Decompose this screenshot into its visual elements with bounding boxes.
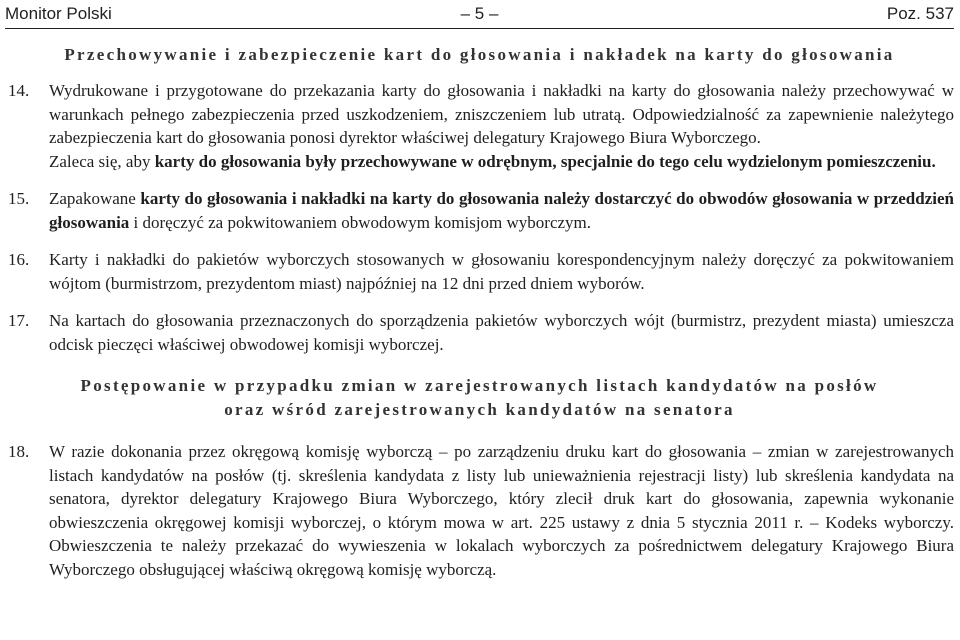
paragraph-text-block <box>49 248 954 295</box>
paragraph-16 <box>5 248 954 295</box>
section-heading-line-1: Postępowanie w przypadku zmian w zarejestrowanych listach kandydatów na posłów <box>80 376 879 395</box>
text-run: W razie dokonania przez okręgową komisję wyborczą – po zarządzeniu druku kart do głosowania – zmian w zarejestrowanych listach kandydatów na posłów (tj. skreślenia kandydata z listy lub unieważnienia rejestracji listy) lub skreślenia kandydata na senatora, dyrektor delegatury Krajowego Biura Wyborczego, który zlecił druk kart do głosowania, zapewnia wykonanie obwieszczenia okręgowej komisji wyborczej, o którym mowa w art. 225 ustawy z dnia 5 stycznia 2011 r. – Kodeks wyborczy. Obwieszczenia te należy przekazać do wywieszenia w lokalach wyborczych za pośrednictwem delegatury Krajowego Biura Wyborczego obsługującej właściwą okręgową komisję wyborczą. <box>49 442 954 579</box>
page-number: – 5 – <box>460 4 499 23</box>
paragraph-text-block <box>49 440 954 581</box>
running-header <box>5 0 954 29</box>
paragraph-17 <box>5 309 954 356</box>
paragraph-18 <box>5 440 954 581</box>
text-run: Karty i nakładki do pakietów wyborczych stosowanych w głosowaniu korespondencyjnym należy doręczyć za pokwitowaniem wójtom (burmistrzom, prezydentom miast) najpóźniej na 12 dni przed dniem wyborów. <box>49 250 954 293</box>
section-heading-line-2: oraz wśród zarejestrowanych kandydatów na senatora <box>224 400 735 419</box>
paragraph-text-block <box>49 79 954 150</box>
paragraph-number: 18. <box>8 442 30 461</box>
paragraph-number: 15. <box>8 189 30 208</box>
text-run: i doręczyć za pokwitowaniem obwodowym komisjom wyborczym. <box>129 212 592 232</box>
paragraph-15 <box>5 187 954 234</box>
section-heading-list-changes <box>5 374 954 422</box>
paragraph-text-block <box>49 187 954 234</box>
text-run: Wydrukowane i przygotowane do przekazania karty do głosowania i nakładki na karty do głosowania należy przechowywać w warunkach pełnego zabezpieczenia przed uszkodzeniem, zniszczeniem lub utratą. Odpowiedzialność za zapewnienie należytego zabezpieczenia kart do głosowania ponosi dyrektor właściwej delegatury Krajowego Biura Wyborczego. <box>49 81 954 147</box>
paragraph-14 <box>5 79 954 173</box>
bold-text: karty do głosowania i nakładki na karty do głosowania należy dostarczyć do obwodów głosowania w przeddzień głosowania <box>49 189 954 232</box>
bold-text: karty do głosowania były przechowywane w odrębnym, specjalnie do tego celu wydzielonym pomieszczeniu. <box>154 151 936 171</box>
text-run: Zaleca się, aby <box>49 151 155 171</box>
paragraph-number: 14. <box>8 81 30 100</box>
paragraph-text-block <box>49 150 954 174</box>
paragraph-number: 17. <box>8 311 30 330</box>
position-number: Poz. 537 <box>886 4 954 23</box>
section-heading-storage: Przechowywanie i zabezpieczenie kart do głosowania i nakładek na karty do głosowania <box>64 45 895 64</box>
paragraph-number: 16. <box>8 250 30 269</box>
publication-name: Monitor Polski <box>5 4 112 23</box>
paragraph-text-block <box>49 309 954 356</box>
text-run: Zapakowane <box>49 189 141 208</box>
text-run: Na kartach do głosowania przeznaczonych do sporządzenia pakietów wyborczych wójt (burmistrz, prezydent miasta) umieszcza odcisk pieczęci właściwej obwodowej komisji wyborczej. <box>49 311 954 354</box>
